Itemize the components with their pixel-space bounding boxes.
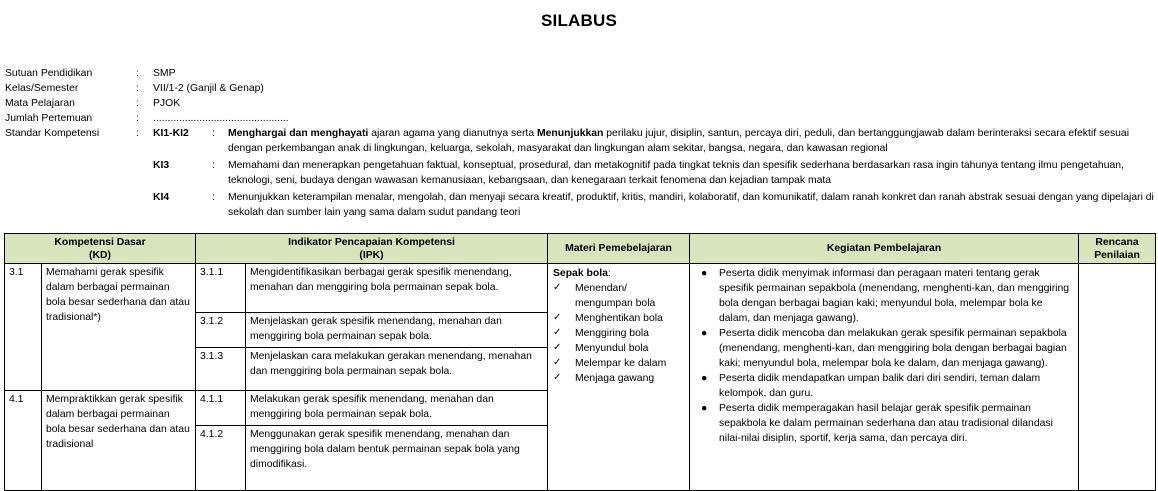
header-kd-line2: (KD) [89, 249, 111, 261]
meta-value: SMP [153, 68, 176, 79]
table-row [5, 264, 1156, 313]
meta-value: PJOK [153, 98, 181, 109]
meta-row-mapel [5, 96, 1155, 111]
meta-colon: : [136, 68, 139, 79]
ipk-number: 3.1.2 [196, 313, 246, 348]
ki-block-ki3 [5, 158, 1155, 188]
header-materi: Materi Pemebelajaran [548, 234, 690, 264]
header-kd [5, 234, 196, 264]
meta-row-pertemuan [5, 111, 1155, 126]
meta-label: Kelas/Semester [5, 83, 79, 94]
meta-colon: : [136, 83, 139, 94]
ki-colon: : [212, 160, 215, 171]
header-rencana-line1: Rencana [1095, 236, 1139, 248]
list-item [553, 281, 684, 311]
header-kd-line1: Kompetensi Dasar [54, 236, 146, 248]
list-item [695, 326, 1073, 371]
page-title: SILABUS [540, 11, 618, 30]
header-ipk-line1: Indikator Pencapaian Kompetensi [288, 236, 455, 248]
check-icon: ✓ [553, 327, 562, 338]
meta-value: ............................................... [153, 113, 289, 124]
kegiatan-item-text: Peserta didik mendapatkan umpan balik dari diri sendiri, teman dalam kelompok, dan guru. [719, 373, 1041, 399]
ipk-text: Mengidentifikasikan berbagai gerak spesifik menendang, menahan dan menggiring bola permainan sepak bola. [246, 264, 548, 313]
list-item [695, 401, 1073, 446]
list-item [553, 311, 684, 326]
list-item [695, 371, 1073, 401]
header-kegiatan: Kegiatan Pembelajaran [690, 234, 1079, 264]
ki-bold-phrase: Menunjukkan [536, 128, 604, 139]
kegiatan-item-text: Peserta didik mencoba dan melakukan gerak spesifik permainan sepakbola (menendang, menghenti-kan, dan menggiring bola dengan berbagai bagian kaki; menyundul bola, melempar bola ke dalam, dan menjaga gawang). [719, 328, 1067, 369]
ki-block-ki4 [5, 190, 1155, 220]
ki-code: KI1-KI2 [153, 128, 189, 139]
check-icon: ✓ [553, 357, 562, 368]
materi-item-text: Menjaga gawang [575, 373, 655, 384]
ki-block-ki1-ki2 [5, 126, 1155, 156]
ki-text-part: perilaku jujur, disiplin, santun, percaya diri, peduli, dan bertanggungjawab dalam berinteraksi secara efektif sesuai dengan perkembangan anak di lingkungan, keluarga, sekolah, masyarakat dan lingkungan alam sekitar, bangsa, negara, dan kawasan regional [228, 128, 1130, 154]
check-icon: ✓ [553, 282, 562, 293]
materi-item-text: Menyundul bola [575, 343, 649, 354]
list-item [553, 356, 684, 371]
header-rencana-line2: Penilaian [1094, 249, 1140, 261]
ipk-text: Menggunakan gerak spesifik menendang, menahan dan menggiring bola dalam bentuk permainan sepak bola yang dimodifikasi. [246, 426, 548, 491]
meta-label: Sutuan Pendidikan [5, 68, 93, 79]
header-ipk [196, 234, 548, 264]
ipk-text: Menjelaskan cara melakukan gerakan menendang, menahan dan menggiring bola permainan sepak bola. [246, 348, 548, 391]
header-ipk-line2: (IPK) [359, 249, 384, 261]
ipk-number: 3.1.1 [196, 264, 246, 313]
materi-title-text: Sepak bola [553, 268, 608, 279]
ipk-number: 4.1.2 [196, 426, 246, 491]
list-item [553, 341, 684, 356]
ipk-text: Melakukan gerak spesifik menendang, menahan dan menggiring bola permainan sepak bola. [246, 391, 548, 426]
meta-row-kelas [5, 81, 1155, 96]
meta-colon: : [136, 98, 139, 109]
meta-label: Standar Kompetensi [5, 128, 100, 139]
materi-title [553, 266, 684, 281]
ipk-text: Menjelaskan gerak spesifik menendang, menahan dan menggiring bola permainan sepak bola. [246, 313, 548, 348]
materi-cell [548, 264, 690, 491]
kd-number: 4.1 [5, 391, 42, 491]
meta-colon: : [136, 128, 139, 139]
meta-colon: : [136, 113, 139, 124]
syllabus-table [4, 233, 1156, 491]
ki-text: Memahami dan menerapkan pengetahuan faktual, konseptual, prosedural, dan metakognitif pada tingkat teknis dan spesifik sederhana berdasarkan rasa ingin tahunya tentang ilmu pengetahuan, teknologi, seni, budaya dengan wawasan kemanusiaan, kebangsaan, dan kenegaraan terkait fenomena dan kejadian tampak mata [228, 160, 1124, 186]
kd-number: 3.1 [5, 264, 42, 391]
ki-code: KI3 [153, 160, 170, 171]
ipk-number: 4.1.1 [196, 391, 246, 426]
ki-bold-phrase: Menghargai dan menghayati [228, 128, 369, 139]
ki-text: Menunjukkan keterampilan menalar, mengolah, dan menyaji secara kreatif, produktif, kritis, mandiri, kolaboratif, dan komunikatif, dalam ranah konkret dan ranah abstrak sesuai dengan yang dipelajari di sekolah dan sumber lain yang sama dalam sudut pandang teori [228, 192, 1154, 218]
header-rencana [1079, 234, 1156, 264]
materi-item-text: Menendan/ mengumpan bola [575, 283, 656, 309]
ki-colon: : [212, 128, 215, 139]
materi-list [553, 281, 684, 386]
meta-label: Mata Pelajaran [5, 98, 75, 109]
kegiatan-item-text: Peserta didik memperagakan hasil belajar gerak spesifik permainan sepakbola ke dalam permainan sederhana dan atau tradisional dilandasi nilai-nilai disiplin, sportif, kerja sama, dan percaya diri. [719, 403, 1053, 444]
bullet-icon: ● [701, 268, 708, 279]
materi-item-text: Menggiring bola [575, 328, 649, 339]
check-icon: ✓ [553, 342, 562, 353]
kegiatan-list [695, 266, 1073, 446]
bullet-icon: ● [701, 328, 708, 339]
kegiatan-cell [690, 264, 1079, 491]
check-icon: ✓ [553, 372, 562, 383]
rencana-cell [1079, 264, 1156, 491]
kegiatan-item-text: Peserta didik menyimak informasi dan peragaan materi tentang gerak spesifik permainan sepakbola (menendang, menghenti-kan, dan menggiring bola dengan berbagai bagian kaki; menyundul bola, melempar bola ke dalam, dan menjaga gawang). [719, 268, 1070, 324]
meta-value: VII/1-2 (Ganjil & Genap) [153, 83, 264, 94]
table-header-row [5, 234, 1156, 264]
check-icon: ✓ [553, 312, 562, 323]
kd-text: Mempraktikkan gerak spesifik dalam berbagai permainan bola besar sederhana dan atau tradisional [42, 391, 196, 491]
materi-title-colon: : [607, 268, 611, 279]
list-item [695, 266, 1073, 326]
kd-text: Memahami gerak spesifik dalam berbagai permainan bola besar sederhana dan atau tradisional*) [42, 264, 196, 391]
ki-text-part: ajaran agama yang dianutnya serta [368, 128, 537, 139]
ki-colon: : [212, 192, 215, 203]
bullet-icon: ● [701, 373, 708, 384]
list-item [553, 371, 684, 386]
ki-code: KI4 [153, 192, 170, 203]
syllabus-meta [5, 66, 1155, 220]
bullet-icon: ● [701, 403, 708, 414]
materi-item-text: Melempar ke dalam [575, 358, 667, 369]
list-item [553, 326, 684, 341]
meta-label: Jumlah Pertemuan [5, 113, 93, 124]
materi-item-text: Menghentikan bola [575, 313, 663, 324]
meta-row-satuan [5, 66, 1155, 81]
ipk-number: 3.1.3 [196, 348, 246, 391]
ki-text [228, 126, 1155, 156]
